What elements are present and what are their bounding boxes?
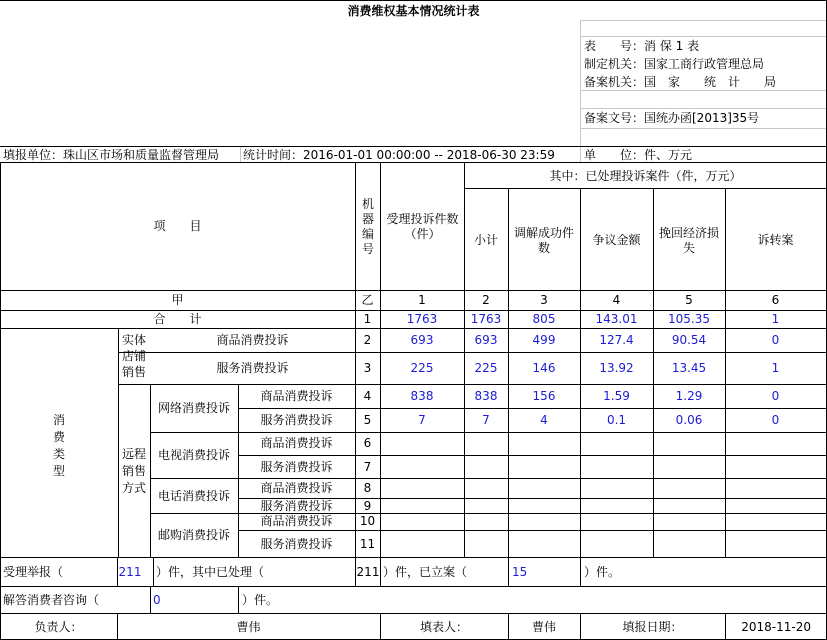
reports-text-d: ）件。 xyxy=(584,565,621,579)
value-cell: 156 xyxy=(532,389,556,403)
value-cell: 105.35 xyxy=(668,312,710,326)
row-label-goods: 商品消费投诉 xyxy=(260,436,333,450)
value-cell: 7 xyxy=(418,413,426,427)
filed-cases-value: 15 xyxy=(512,565,528,579)
fill-date-label: 填报日期： xyxy=(622,620,683,634)
header-mediated: 调解成功件数 xyxy=(513,226,574,255)
issuing-authority: 制定机关：国家工商行政管理总局 xyxy=(584,57,765,71)
col-number: 1 xyxy=(418,293,426,307)
machine-code-cell: 11 xyxy=(359,537,376,551)
reporting-unit: 填报单位：珠山区市场和质量监督管理局 xyxy=(3,148,220,162)
page-title: 消费维权基本情况统计表 xyxy=(347,4,480,18)
value-cell: 7 xyxy=(482,413,490,427)
col-number: 4 xyxy=(612,293,621,307)
header-machine-code: 机器编号 xyxy=(361,197,374,256)
reports-text-b: ）件，其中已处理（ xyxy=(156,565,265,579)
value-cell: 143.01 xyxy=(595,312,638,326)
header-litigation: 诉转案 xyxy=(757,233,794,247)
form-number: 表 号：消 保 1 表 xyxy=(584,39,700,53)
filing-authority: 备案机关：国 家 统 计 局 xyxy=(584,75,777,89)
row-label-goods: 商品消费投诉 xyxy=(260,514,333,528)
col-number: 2 xyxy=(482,293,490,307)
value-cell: 1763 xyxy=(406,312,438,326)
label-remote-sales: 远程销售方式 xyxy=(121,447,146,495)
value-cell: 693 xyxy=(410,333,434,347)
value-cell: 0 xyxy=(771,413,780,427)
machine-code-cell: 5 xyxy=(363,413,372,427)
unit-of-measure: 单 位：件、万元 xyxy=(584,148,693,162)
value-cell: 1.59 xyxy=(603,389,630,403)
reports-text-c: ）件，已立案（ xyxy=(383,565,468,579)
processed-reports-value: 211 xyxy=(356,565,380,579)
value-cell: 0 xyxy=(771,389,780,403)
value-cell: 838 xyxy=(474,389,498,403)
machine-code-cell: 2 xyxy=(363,333,372,347)
statistics-period: 统计时间：2016-01-01 00:00:00 -- 2018-06-30 23:59 xyxy=(243,148,555,162)
value-cell: 0.1 xyxy=(606,413,627,427)
responsible-label: 负责人： xyxy=(34,620,83,634)
label-physical-store: 实体店铺销售 xyxy=(121,333,146,379)
filing-document-number: 备案文号：国统办函[2013]35号 xyxy=(584,111,760,125)
row-label-service: 服务消费投诉 xyxy=(260,413,333,427)
label-tv: 电视消费投诉 xyxy=(157,448,230,462)
value-cell: 13.45 xyxy=(671,361,707,375)
header-processed-group: 其中：已处理投诉案件（件，万元） xyxy=(549,169,742,183)
value-cell: 4 xyxy=(540,413,548,427)
row-label-service: 服务消费投诉 xyxy=(260,537,333,551)
value-cell: 805 xyxy=(532,312,556,326)
header-item: 项 目 xyxy=(153,219,202,233)
value-cell: 13.92 xyxy=(599,361,634,375)
filler-label: 填表人： xyxy=(419,620,468,634)
machine-code-cell: 6 xyxy=(363,436,372,450)
consult-text-a: 解答消费者咨询（ xyxy=(3,593,100,607)
label-consumption-type: 消费类型 xyxy=(52,413,65,478)
filler-person: 曹伟 xyxy=(531,620,556,634)
value-cell: 1 xyxy=(771,361,780,375)
value-cell: 0 xyxy=(771,333,780,347)
value-cell: 1.29 xyxy=(675,389,703,403)
value-cell: 146 xyxy=(532,361,556,375)
col-number: 6 xyxy=(771,293,780,307)
header-subtotal: 小计 xyxy=(473,233,498,247)
machine-code-cell: 7 xyxy=(363,460,372,474)
row-label-service: 服务消费投诉 xyxy=(260,460,333,474)
row-label-goods: 商品消费投诉 xyxy=(216,333,289,347)
consultations-value: 0 xyxy=(153,593,161,607)
value-cell: 127.4 xyxy=(599,333,634,347)
row-label-service: 服务消费投诉 xyxy=(216,361,289,375)
machine-code-cell: 4 xyxy=(363,389,372,403)
value-cell: 90.54 xyxy=(671,333,707,347)
label-phone: 电话消费投诉 xyxy=(157,489,230,503)
machine-code-cell: 10 xyxy=(359,514,376,528)
label-online: 网络消费投诉 xyxy=(157,401,230,415)
row-label-yi: 乙 xyxy=(361,293,374,307)
row-label-goods: 商品消费投诉 xyxy=(260,389,333,403)
label-mail: 邮购消费投诉 xyxy=(157,528,230,542)
header-accepted-complaints: 受理投诉件数（件） xyxy=(386,212,459,241)
machine-code-cell: 3 xyxy=(363,361,372,375)
value-cell: 693 xyxy=(474,333,498,347)
header-disputed-amount: 争议金额 xyxy=(592,233,641,247)
accepted-reports-value: 211 xyxy=(118,565,142,579)
reports-text-a: 受理举报（ xyxy=(3,565,64,579)
value-cell: 0.06 xyxy=(675,413,703,427)
consult-text-b: ）件。 xyxy=(242,593,279,607)
machine-code-cell: 9 xyxy=(363,499,372,513)
row-label-goods: 商品消费投诉 xyxy=(260,481,333,495)
row-label-service: 服务消费投诉 xyxy=(260,499,333,513)
col-number: 3 xyxy=(540,293,548,307)
row-label-total: 合 计 xyxy=(153,312,202,326)
machine-code-cell: 8 xyxy=(363,481,372,495)
fill-date: 2018-11-20 xyxy=(741,620,811,634)
value-cell: 1 xyxy=(771,312,780,326)
value-cell: 225 xyxy=(410,361,434,375)
value-cell: 499 xyxy=(532,333,556,347)
value-cell: 838 xyxy=(410,389,434,403)
row-label-jia: 甲 xyxy=(171,293,184,307)
col-number: 5 xyxy=(685,293,693,307)
value-cell: 225 xyxy=(474,361,498,375)
value-cell: 1763 xyxy=(470,312,502,326)
responsible-person: 曹伟 xyxy=(236,620,261,634)
machine-code-cell: 1 xyxy=(363,312,372,326)
header-recovered-losses: 挽回经济损失 xyxy=(658,226,719,255)
